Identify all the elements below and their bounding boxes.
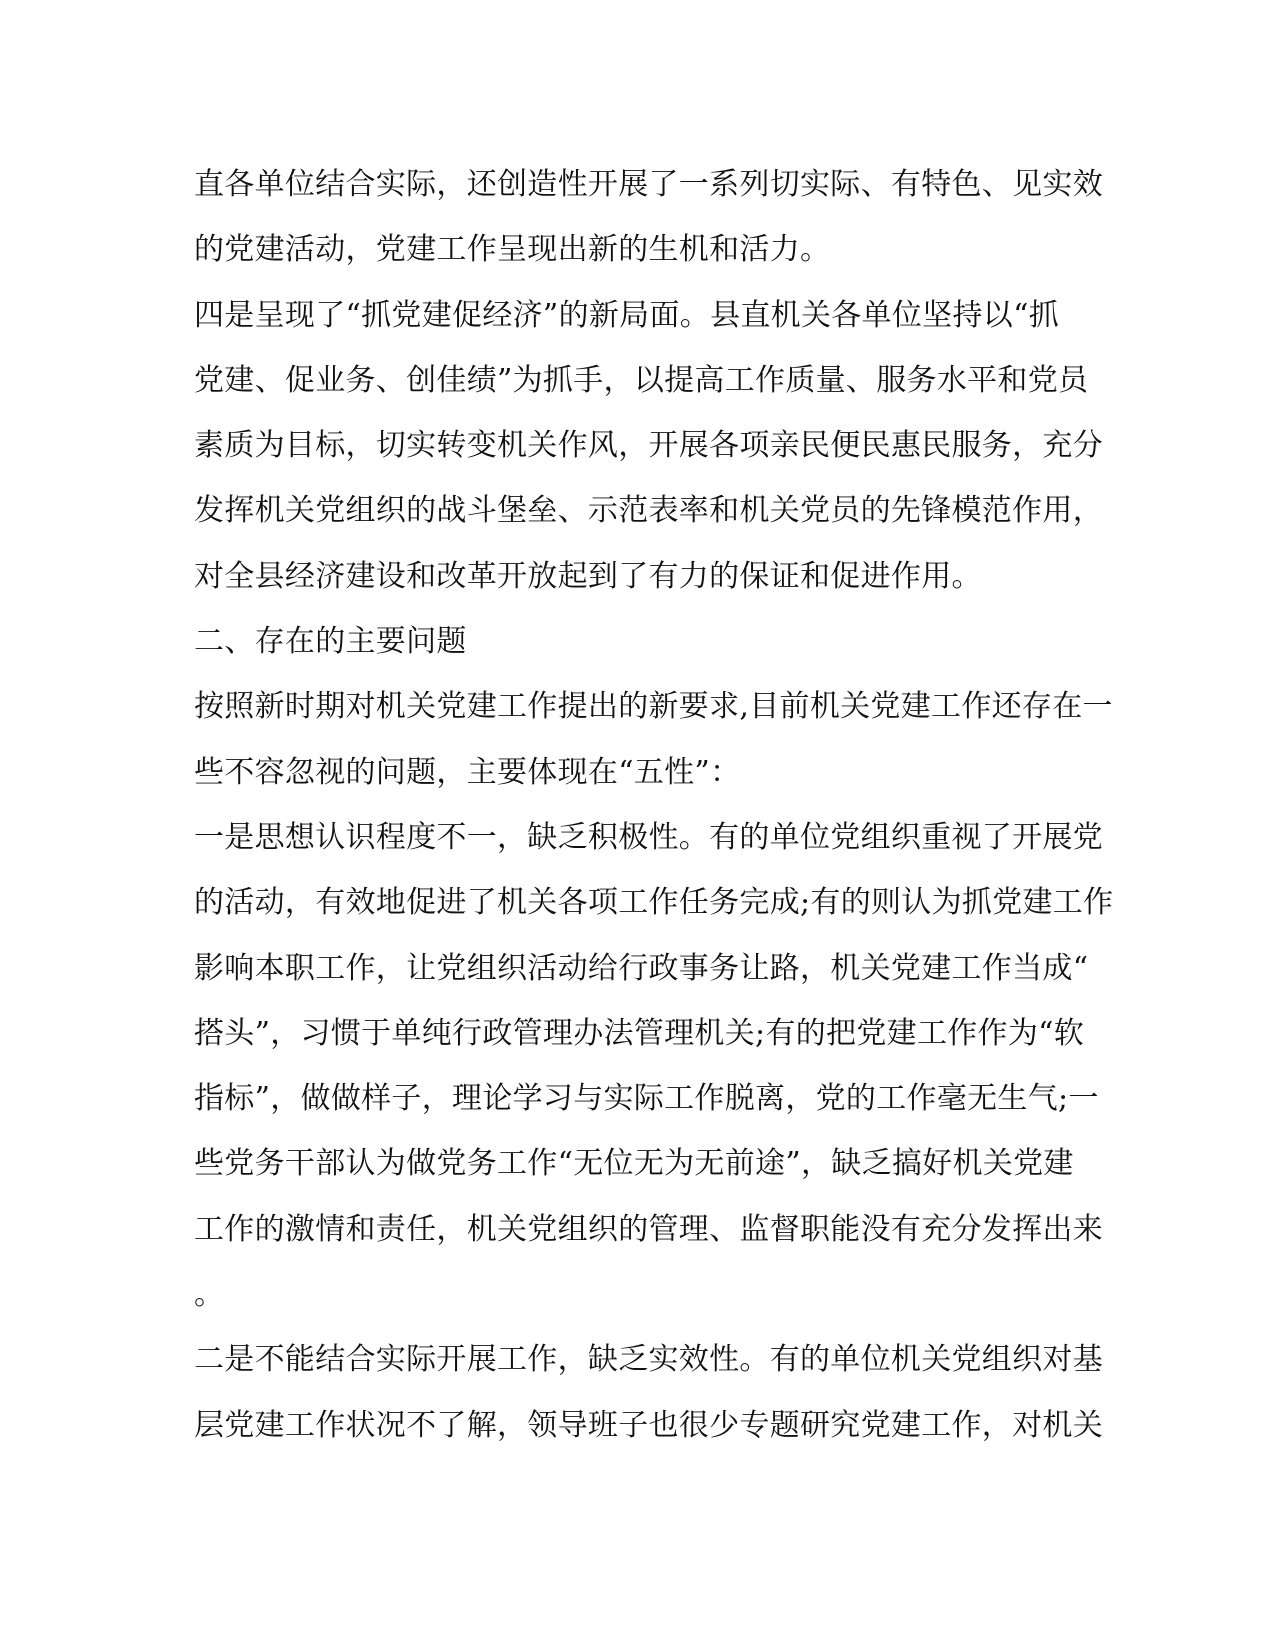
text-line: 素质为目标，切实转变机关作风，开展各项亲民便民惠民服务，充分 — [194, 428, 1103, 464]
text-line: 党建、促业务、创佳绩”为抓手，以提高工作质量、服务水平和党员 — [194, 362, 1089, 398]
text-line: 的活动，有效地促进了机关各项工作任务完成;有的则认为抓党建工作 — [194, 885, 1114, 921]
text-line: 些党务干部认为做党务工作“无位无为无前途”，缺乏搞好机关党建 — [194, 1146, 1074, 1182]
section-heading: 二、存在的主要问题 — [194, 624, 467, 660]
text-line: 直各单位结合实际，还创造性开展了一系列切实际、有特色、见实效 — [194, 167, 1103, 202]
text-line: 些不容忽视的问题，主要体现在“五性”： — [194, 754, 741, 790]
text-line: 按照新时期对机关党建工作提出的新要求,目前机关党建工作还存在一 — [194, 689, 1113, 725]
text-line: 层党建工作状况不了解，领导班子也很少专题研究党建工作，对机关 — [194, 1407, 1103, 1443]
body-text — [194, 152, 1114, 1458]
text-line: 二是不能结合实际开展工作，缺乏实效性。有的单位机关党组织对基 — [194, 1342, 1103, 1378]
text-line: 工作的激情和责任，机关党组织的管理、监督职能没有充分发挥出来 — [194, 1211, 1103, 1247]
text-line: 的党建活动，党建工作呈现出新的生机和活力。 — [194, 232, 831, 268]
text-line: 一是思想认识程度不一，缺乏积极性。有的单位党组织重视了开展党 — [194, 819, 1103, 855]
text-line: 发挥机关党组织的战斗堡垒、示范表率和机关党员的先锋模范作用， — [194, 493, 1103, 529]
text-line: 搭头”，习惯于单纯行政管理办法管理机关;有的把党建工作作为“软 — [194, 1015, 1085, 1051]
text-line: 影响本职工作，让党组织活动给行政事务让路，机关党建工作当成“ — [194, 950, 1089, 986]
text-line: 指标”，做做样子，理论学习与实际工作脱离，党的工作毫无生气;一 — [194, 1081, 1099, 1117]
text-line: 对全县经济建设和改革开放起到了有力的保证和促进作用。 — [194, 558, 982, 594]
text-line: 四是呈现了“抓党建促经济”的新局面。县直机关各单位坚持以“抓 — [194, 297, 1060, 333]
text-line: 。 — [194, 1277, 225, 1313]
